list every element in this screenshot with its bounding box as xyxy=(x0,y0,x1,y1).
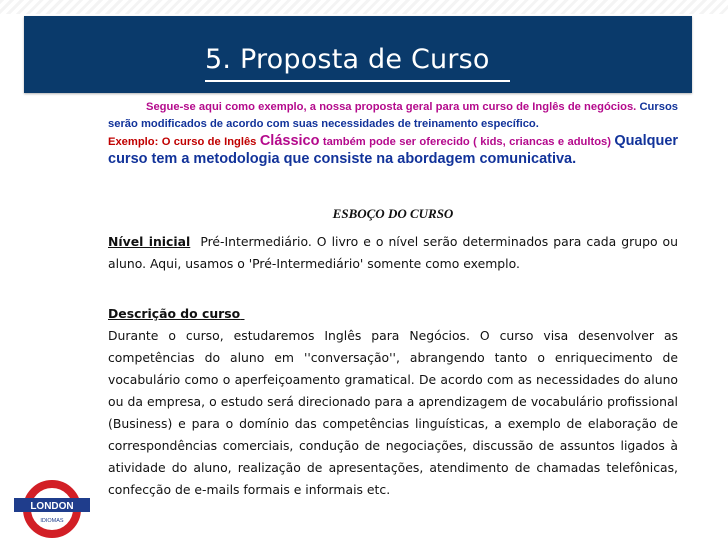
descricao-heading xyxy=(108,303,678,325)
slide-title: 5. Proposta de Curso xyxy=(205,44,490,75)
nivel-paragraph xyxy=(108,231,678,275)
intro-audience-text: também pode ser oferecido ( kids, criancas e adultos) xyxy=(322,136,611,148)
descricao-label: Descrição do curso xyxy=(108,306,241,321)
descricao-paragraph: Durante o curso, estudaremos Inglês para Negócios. O curso visa desenvolver as competências do aluno em ''conversação'', abrangendo tanto o enriquecimento de vocabulário como o aperfeiçoamento gramatical. De acordo com as necessidades do aluno ou da empresa, o estudo será direcionado para a aprendizagem de vocabulário profissional (Business) e para o domínio das competências linguísticas, a exemplo de elaboração de correspondências comerciais, condução de negociações, discussão de assuntos ligados à atividade do aluno, realização de apresentações, atendimento de chamadas telefônicas, confecção de e-mails formais e informais etc. xyxy=(108,328,678,497)
logo-sub: IDIOMAS xyxy=(40,518,64,524)
intro-example-sentence: Segue-se aqui como exemplo, a nossa proposta geral para um curso de Inglês de negócios. xyxy=(146,101,637,113)
nivel-label: Nível inicial xyxy=(108,234,191,249)
title-underline xyxy=(205,80,510,82)
intro-example-label: Exemplo: O curso de Inglês xyxy=(108,136,257,148)
london-idiomas-logo xyxy=(10,479,94,539)
nivel-text: Pré-Intermediário. O livro e o nível serão determinados para cada grupo ou aluno. Aqui, usamos o 'Pré-Intermediário' somente como exemplo. xyxy=(108,234,678,271)
outline-heading: ESBOÇO DO CURSO xyxy=(332,206,454,221)
intro-methodology-sentence: Qualquer curso tem a metodologia que consiste na abordagem comunicativa. xyxy=(108,133,679,167)
top-stripe-decoration xyxy=(0,0,728,14)
intro-classico-word: Clássico xyxy=(259,133,320,149)
london-logo-icon xyxy=(10,479,94,539)
intro-text xyxy=(108,99,678,169)
logo-name: LONDON xyxy=(30,501,74,512)
intro-modification-sentence: Cursos serão modificados de acordo com suas necessidades de treinamento específico. xyxy=(108,101,679,130)
